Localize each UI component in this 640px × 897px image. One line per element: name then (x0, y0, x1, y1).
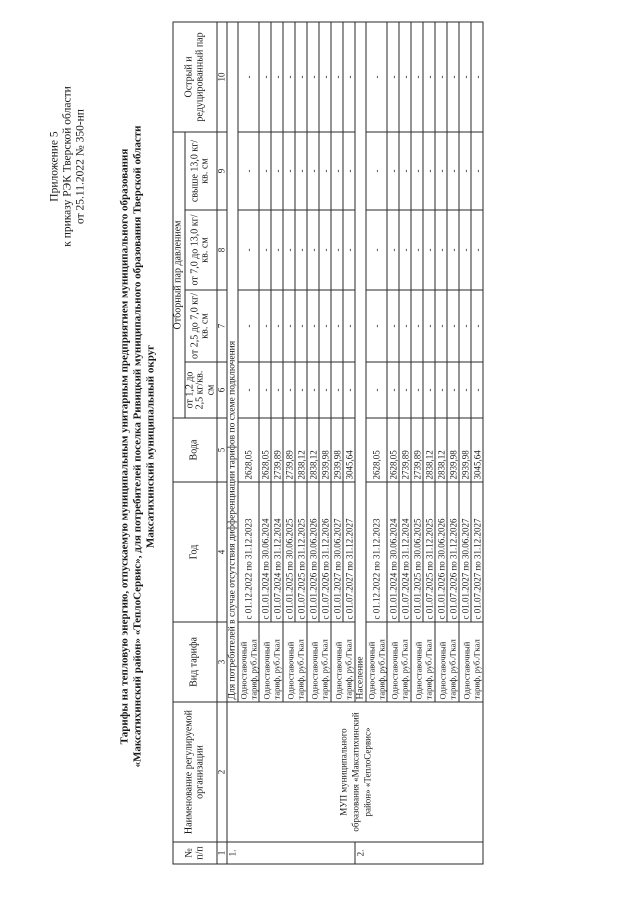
empty-value-cell: - (295, 362, 307, 418)
empty-value-cell: - (459, 132, 471, 210)
empty-value-cell: - (366, 132, 387, 210)
header-pressure-3: от 7,0 до 13,0 кг/кв. см (185, 210, 218, 290)
water-tariff-cell: 3045,64 (343, 418, 355, 482)
empty-value-cell: - (447, 362, 459, 418)
empty-value-cell: - (447, 22, 459, 132)
header-year: Год (173, 482, 217, 622)
water-tariff-cell: 2939,98 (447, 418, 459, 482)
water-tariff-cell: 2628,05 (238, 418, 259, 482)
empty-value-cell: - (387, 362, 399, 418)
document-page (1, 0, 640, 897)
empty-value-cell: - (271, 290, 283, 362)
empty-value-cell: - (307, 290, 319, 362)
header-pressure-4: свыше 13,0 кг/кв. см (185, 132, 218, 210)
section-label: Население (355, 22, 366, 702)
tariff-type-cell: Одноставочный тариф, руб./Гкал (459, 622, 483, 702)
header-water: Вода (173, 418, 217, 482)
empty-value-cell: - (295, 290, 307, 362)
empty-value-cell: - (366, 290, 387, 362)
appendix-number: Приложение 5 (48, 131, 61, 202)
water-tariff-cell: 2939,98 (331, 418, 343, 482)
header-steam: Отборный пар давлением (173, 132, 185, 418)
empty-value-cell: - (331, 132, 343, 210)
tariff-type-cell: Одноставочный тариф, руб./Гкал (259, 622, 283, 702)
empty-value-cell: - (459, 290, 471, 362)
empty-value-cell: - (271, 210, 283, 290)
header-pressure-2: от 2,5 до 7,0 кг/кв. см (185, 290, 218, 362)
column-number-row (217, 22, 227, 864)
col-number: 5 (217, 418, 227, 482)
empty-value-cell: - (319, 290, 331, 362)
empty-value-cell: - (259, 22, 271, 132)
empty-value-cell: - (447, 210, 459, 290)
empty-value-cell: - (271, 362, 283, 418)
empty-value-cell: - (259, 210, 271, 290)
empty-value-cell: - (343, 132, 355, 210)
empty-value-cell: - (331, 22, 343, 132)
water-tariff-cell: 2628,05 (387, 418, 399, 482)
empty-value-cell: - (307, 22, 319, 132)
period-cell: с 01.07.2027 по 31.12.2027 (343, 482, 355, 622)
period-cell: с 01.07.2027 по 31.12.2027 (471, 482, 483, 622)
col-number: 7 (217, 290, 227, 362)
empty-value-cell: - (331, 362, 343, 418)
empty-value-cell: - (307, 132, 319, 210)
title-line: Максатихинский муниципальный округ (144, 344, 157, 549)
empty-value-cell: - (399, 362, 411, 418)
organization-name: МУП муниципального образования «Максатихинский район» «ТеплоСервис» (227, 702, 483, 842)
tariff-type-cell: Одноставочный тариф, руб./Гкал (331, 622, 355, 702)
col-number: 2 (217, 702, 227, 842)
water-tariff-cell: 2739,89 (271, 418, 283, 482)
order-reference: к приказу РЭК Тверской области (61, 86, 74, 247)
water-tariff-cell: 2838,12 (435, 418, 447, 482)
empty-value-cell: - (259, 290, 271, 362)
section-label: Для потребителей в случае отсутствия дифференциации тарифов по схеме подключения (227, 22, 238, 702)
empty-value-cell: - (423, 362, 435, 418)
col-number: 6 (217, 362, 227, 418)
empty-value-cell: - (307, 210, 319, 290)
tariff-type-cell: Одноставочный тариф, руб./Гкал (307, 622, 331, 702)
empty-value-cell: - (283, 132, 295, 210)
empty-value-cell: - (271, 22, 283, 132)
header-org: Наименование регулируемой организации (173, 702, 217, 842)
water-tariff-cell: 2838,12 (295, 418, 307, 482)
empty-value-cell: - (471, 362, 483, 418)
empty-value-cell: - (387, 22, 399, 132)
empty-value-cell: - (307, 362, 319, 418)
empty-value-cell: - (283, 22, 295, 132)
col-number: 10 (217, 22, 227, 132)
empty-value-cell: - (423, 22, 435, 132)
empty-value-cell: - (331, 290, 343, 362)
empty-value-cell: - (387, 132, 399, 210)
empty-value-cell: - (399, 132, 411, 210)
empty-value-cell: - (411, 210, 423, 290)
empty-value-cell: - (435, 132, 447, 210)
title-line: Тарифы на тепловую энергию, отпускаемую муниципальным унитарным предприятием муниципального образования (118, 148, 131, 745)
tariff-type-cell: Одноставочный тариф, руб./Гкал (387, 622, 411, 702)
col-number: 4 (217, 482, 227, 622)
water-tariff-cell: 2838,12 (423, 418, 435, 482)
empty-value-cell: - (343, 362, 355, 418)
tariff-type-cell: Одноставочный тариф, руб./Гкал (366, 622, 387, 702)
empty-value-cell: - (238, 22, 259, 132)
tariff-type-cell: Одноставочный тариф, руб./Гкал (435, 622, 459, 702)
period-cell: с 01.07.2026 по 31.12.2026 (447, 482, 459, 622)
empty-value-cell: - (435, 22, 447, 132)
tariff-type-cell: Одноставочный тариф, руб./Гкал (283, 622, 307, 702)
title-line: «Максатихинский район» «ТеплоСервис», для потребителей поселка Ривицкий муниципального образования Тверской области (131, 125, 144, 768)
period-cell: с 01.07.2024 по 31.12.2024 (271, 482, 283, 622)
empty-value-cell: - (411, 132, 423, 210)
empty-value-cell: - (366, 210, 387, 290)
water-tariff-cell: 2739,89 (411, 418, 423, 482)
tariff-table-body (227, 22, 483, 864)
water-tariff-cell: 2739,89 (283, 418, 295, 482)
empty-value-cell: - (411, 290, 423, 362)
period-cell: с 01.01.2024 по 30.06.2024 (387, 482, 399, 622)
water-tariff-cell: 3045,64 (471, 418, 483, 482)
empty-value-cell: - (366, 22, 387, 132)
empty-value-cell: - (471, 132, 483, 210)
empty-value-cell: - (238, 210, 259, 290)
empty-value-cell: - (423, 132, 435, 210)
empty-value-cell: - (459, 22, 471, 132)
empty-value-cell: - (366, 362, 387, 418)
empty-value-cell: - (295, 22, 307, 132)
period-cell: с 01.01.2027 по 30.06.2027 (459, 482, 471, 622)
tariff-type-cell: Одноставочный тариф, руб./Гкал (238, 622, 259, 702)
empty-value-cell: - (399, 22, 411, 132)
empty-value-cell: - (283, 290, 295, 362)
period-cell: с 01.12.2022 по 31.12.2023 (366, 482, 387, 622)
empty-value-cell: - (435, 210, 447, 290)
empty-value-cell: - (238, 362, 259, 418)
tariff-table (173, 21, 484, 864)
empty-value-cell: - (319, 132, 331, 210)
empty-value-cell: - (295, 210, 307, 290)
col-number: 3 (217, 622, 227, 702)
water-tariff-cell: 2628,05 (259, 418, 271, 482)
empty-value-cell: - (387, 290, 399, 362)
period-cell: с 01.07.2025 по 31.12.2025 (295, 482, 307, 622)
empty-value-cell: - (459, 362, 471, 418)
empty-value-cell: - (447, 132, 459, 210)
empty-value-cell: - (319, 210, 331, 290)
document-title (119, 27, 158, 867)
empty-value-cell: - (399, 210, 411, 290)
header-num: № п/п (173, 842, 217, 864)
empty-value-cell: - (343, 210, 355, 290)
empty-value-cell: - (238, 290, 259, 362)
tariff-type-cell: Одноставочный тариф, руб./Гкал (411, 622, 435, 702)
empty-value-cell: - (399, 290, 411, 362)
empty-value-cell: - (411, 22, 423, 132)
empty-value-cell: - (271, 132, 283, 210)
period-cell: с 01.01.2025 по 30.06.2025 (283, 482, 295, 622)
empty-value-cell: - (411, 362, 423, 418)
empty-value-cell: - (435, 362, 447, 418)
empty-value-cell: - (343, 22, 355, 132)
empty-value-cell: - (259, 132, 271, 210)
header-tariff-type: Вид тарифа (173, 622, 217, 702)
period-cell: с 01.01.2027 по 30.06.2027 (331, 482, 343, 622)
col-number: 9 (217, 132, 227, 210)
water-tariff-cell: 2628,05 (366, 418, 387, 482)
empty-value-cell: - (283, 210, 295, 290)
period-cell: с 01.01.2024 по 30.06.2024 (259, 482, 271, 622)
period-cell: с 01.01.2025 по 30.06.2025 (411, 482, 423, 622)
col-number: 1 (217, 842, 227, 864)
empty-value-cell: - (319, 362, 331, 418)
period-cell: с 01.01.2026 по 30.06.2026 (307, 482, 319, 622)
water-tariff-cell: 2939,98 (319, 418, 331, 482)
empty-value-cell: - (423, 210, 435, 290)
empty-value-cell: - (319, 22, 331, 132)
period-cell: с 01.07.2025 по 31.12.2025 (423, 482, 435, 622)
water-tariff-cell: 2739,89 (399, 418, 411, 482)
empty-value-cell: - (259, 362, 271, 418)
header-pressure-1: от 1,2 до 2,5 кг/кв. см (185, 362, 218, 418)
empty-value-cell: - (423, 290, 435, 362)
col-number: 8 (217, 210, 227, 290)
period-cell: с 01.07.2024 по 31.12.2024 (399, 482, 411, 622)
section-row (227, 22, 238, 864)
empty-value-cell: - (295, 132, 307, 210)
header-sharp-steam: Острый и редуцированный пар (173, 22, 217, 132)
water-tariff-cell: 2838,12 (307, 418, 319, 482)
period-cell: с 01.12.2022 по 31.12.2023 (238, 482, 259, 622)
section-number: 1. (227, 842, 355, 864)
empty-value-cell: - (459, 210, 471, 290)
empty-value-cell: - (435, 290, 447, 362)
empty-value-cell: - (331, 210, 343, 290)
order-date: от 25.11.2022 № 350-нп (74, 109, 87, 224)
empty-value-cell: - (283, 362, 295, 418)
period-cell: с 01.07.2026 по 31.12.2026 (319, 482, 331, 622)
water-tariff-cell: 2939,98 (459, 418, 471, 482)
empty-value-cell: - (447, 290, 459, 362)
appendix-header (49, 67, 88, 267)
period-cell: с 01.01.2026 по 30.06.2026 (435, 482, 447, 622)
empty-value-cell: - (238, 132, 259, 210)
section-number: 2. (355, 842, 483, 864)
empty-value-cell: - (471, 22, 483, 132)
empty-value-cell: - (343, 290, 355, 362)
empty-value-cell: - (471, 290, 483, 362)
empty-value-cell: - (471, 210, 483, 290)
empty-value-cell: - (387, 210, 399, 290)
